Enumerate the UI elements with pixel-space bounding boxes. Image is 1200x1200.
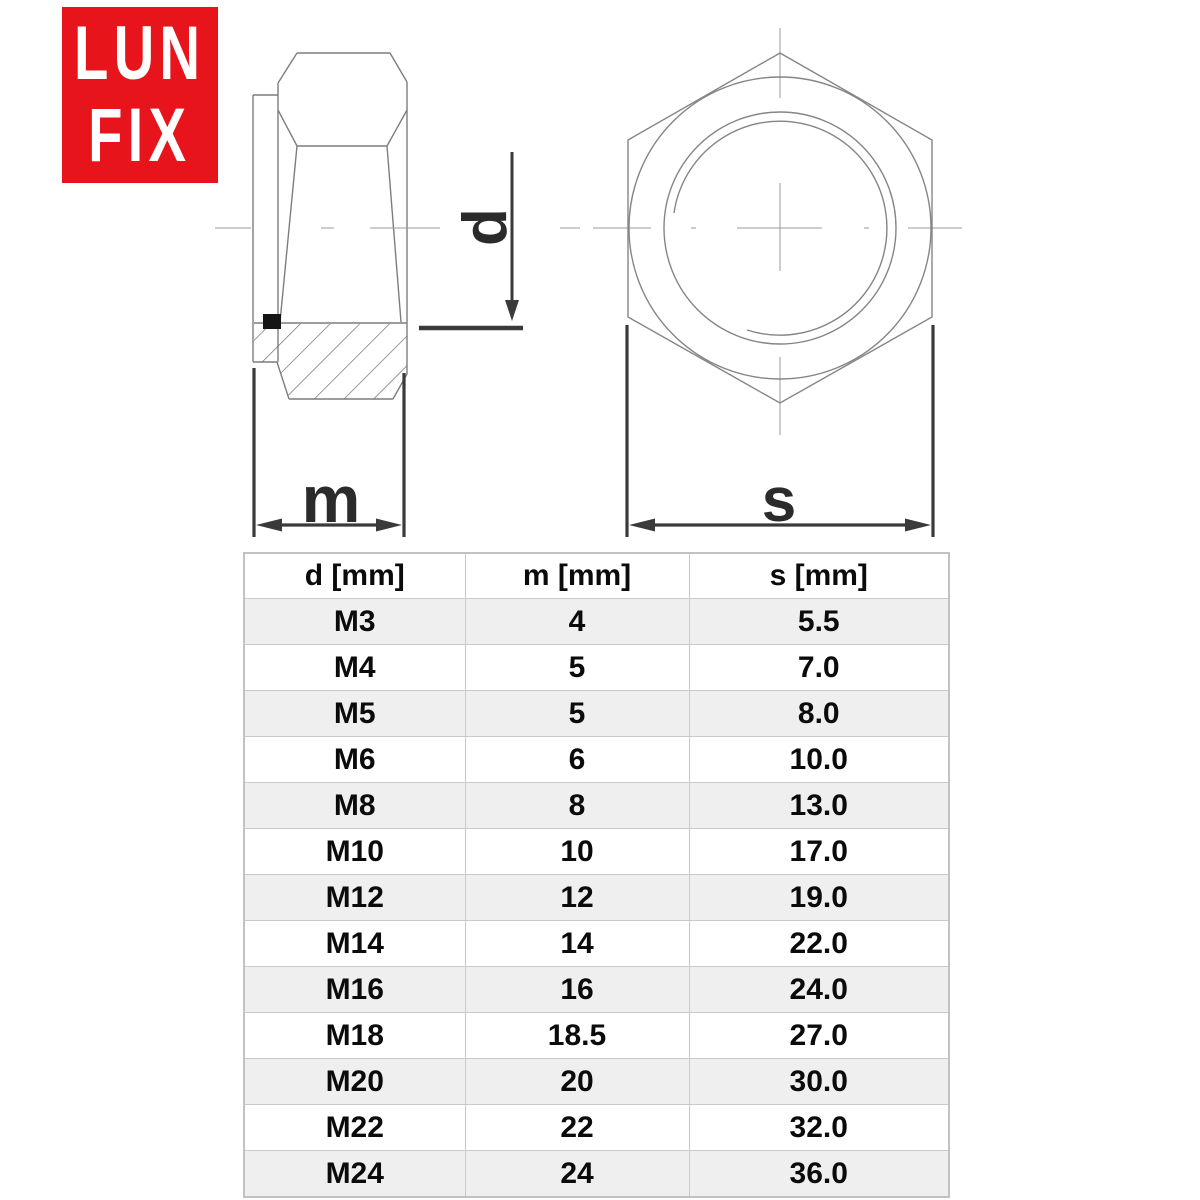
technical-drawing (0, 0, 1200, 545)
table-cell-d: M24 (244, 1151, 465, 1198)
table-cell-s: 17.0 (689, 829, 949, 875)
table-cell-s: 10.0 (689, 737, 949, 783)
table-header-row (244, 553, 949, 599)
table-cell-s: 36.0 (689, 1151, 949, 1198)
m-arrowhead-left (256, 519, 282, 532)
table-cell-s: 19.0 (689, 875, 949, 921)
m-arrowhead-right (376, 519, 402, 532)
table-cell-s: 8.0 (689, 691, 949, 737)
table-cell-d: M22 (244, 1105, 465, 1151)
table-cell-s: 27.0 (689, 1013, 949, 1059)
nut-hex-face-edges (278, 110, 407, 322)
table-cell-d: M12 (244, 875, 465, 921)
table-row (244, 1151, 949, 1198)
table-cell-m: 12 (465, 875, 689, 921)
table-cell-m: 16 (465, 967, 689, 1013)
table-cell-m: 8 (465, 783, 689, 829)
table-cell-s: 13.0 (689, 783, 949, 829)
table-row (244, 875, 949, 921)
table-cell-s: 5.5 (689, 599, 949, 645)
table-cell-s: 30.0 (689, 1059, 949, 1105)
table-cell-d: M4 (244, 645, 465, 691)
dimension-label-m: m (301, 462, 361, 536)
table-row (244, 921, 949, 967)
table-cell-s: 32.0 (689, 1105, 949, 1151)
table-row (244, 1059, 949, 1105)
table-cell-m: 14 (465, 921, 689, 967)
table-cell-m: 6 (465, 737, 689, 783)
table-row (244, 691, 949, 737)
table-cell-s: 7.0 (689, 645, 949, 691)
table-cell-d: M16 (244, 967, 465, 1013)
table-cell-d: M18 (244, 1013, 465, 1059)
table-row (244, 645, 949, 691)
table-cell-d: M20 (244, 1059, 465, 1105)
table-cell-d: M3 (244, 599, 465, 645)
table-cell-d: M14 (244, 921, 465, 967)
s-arrowhead-right (905, 519, 931, 532)
brand-logo-line2: FIX (88, 93, 192, 178)
table-row (244, 599, 949, 645)
s-arrowhead-left (629, 519, 655, 532)
table-cell-d: M8 (244, 783, 465, 829)
table-row (244, 1105, 949, 1151)
table-cell-m: 5 (465, 691, 689, 737)
table-header-d: d [mm] (244, 553, 465, 599)
table-header-m: m [mm] (465, 553, 689, 599)
table-cell-m: 24 (465, 1151, 689, 1198)
table-cell-d: M10 (244, 829, 465, 875)
table-cell-s: 24.0 (689, 967, 949, 1013)
section-hatching (254, 324, 407, 399)
table-cell-m: 20 (465, 1059, 689, 1105)
brand-logo-line1: LUN (74, 11, 206, 96)
table-cell-m: 4 (465, 599, 689, 645)
table-cell-d: M6 (244, 737, 465, 783)
dimensions-table (243, 552, 950, 1198)
table-row (244, 783, 949, 829)
table-header-s: s [mm] (689, 553, 949, 599)
dimension-label-d: d (451, 208, 520, 246)
table-cell-m: 22 (465, 1105, 689, 1151)
dimension-label-s: s (761, 466, 797, 535)
table-row (244, 1013, 949, 1059)
table-row (244, 737, 949, 783)
table-row (244, 967, 949, 1013)
table-cell-m: 18.5 (465, 1013, 689, 1059)
table-cell-s: 22.0 (689, 921, 949, 967)
table-cell-m: 5 (465, 645, 689, 691)
table-row (244, 829, 949, 875)
nylon-insert-marker (263, 314, 281, 329)
d-arrowhead-down (505, 300, 519, 321)
table-cell-d: M5 (244, 691, 465, 737)
table-cell-m: 10 (465, 829, 689, 875)
